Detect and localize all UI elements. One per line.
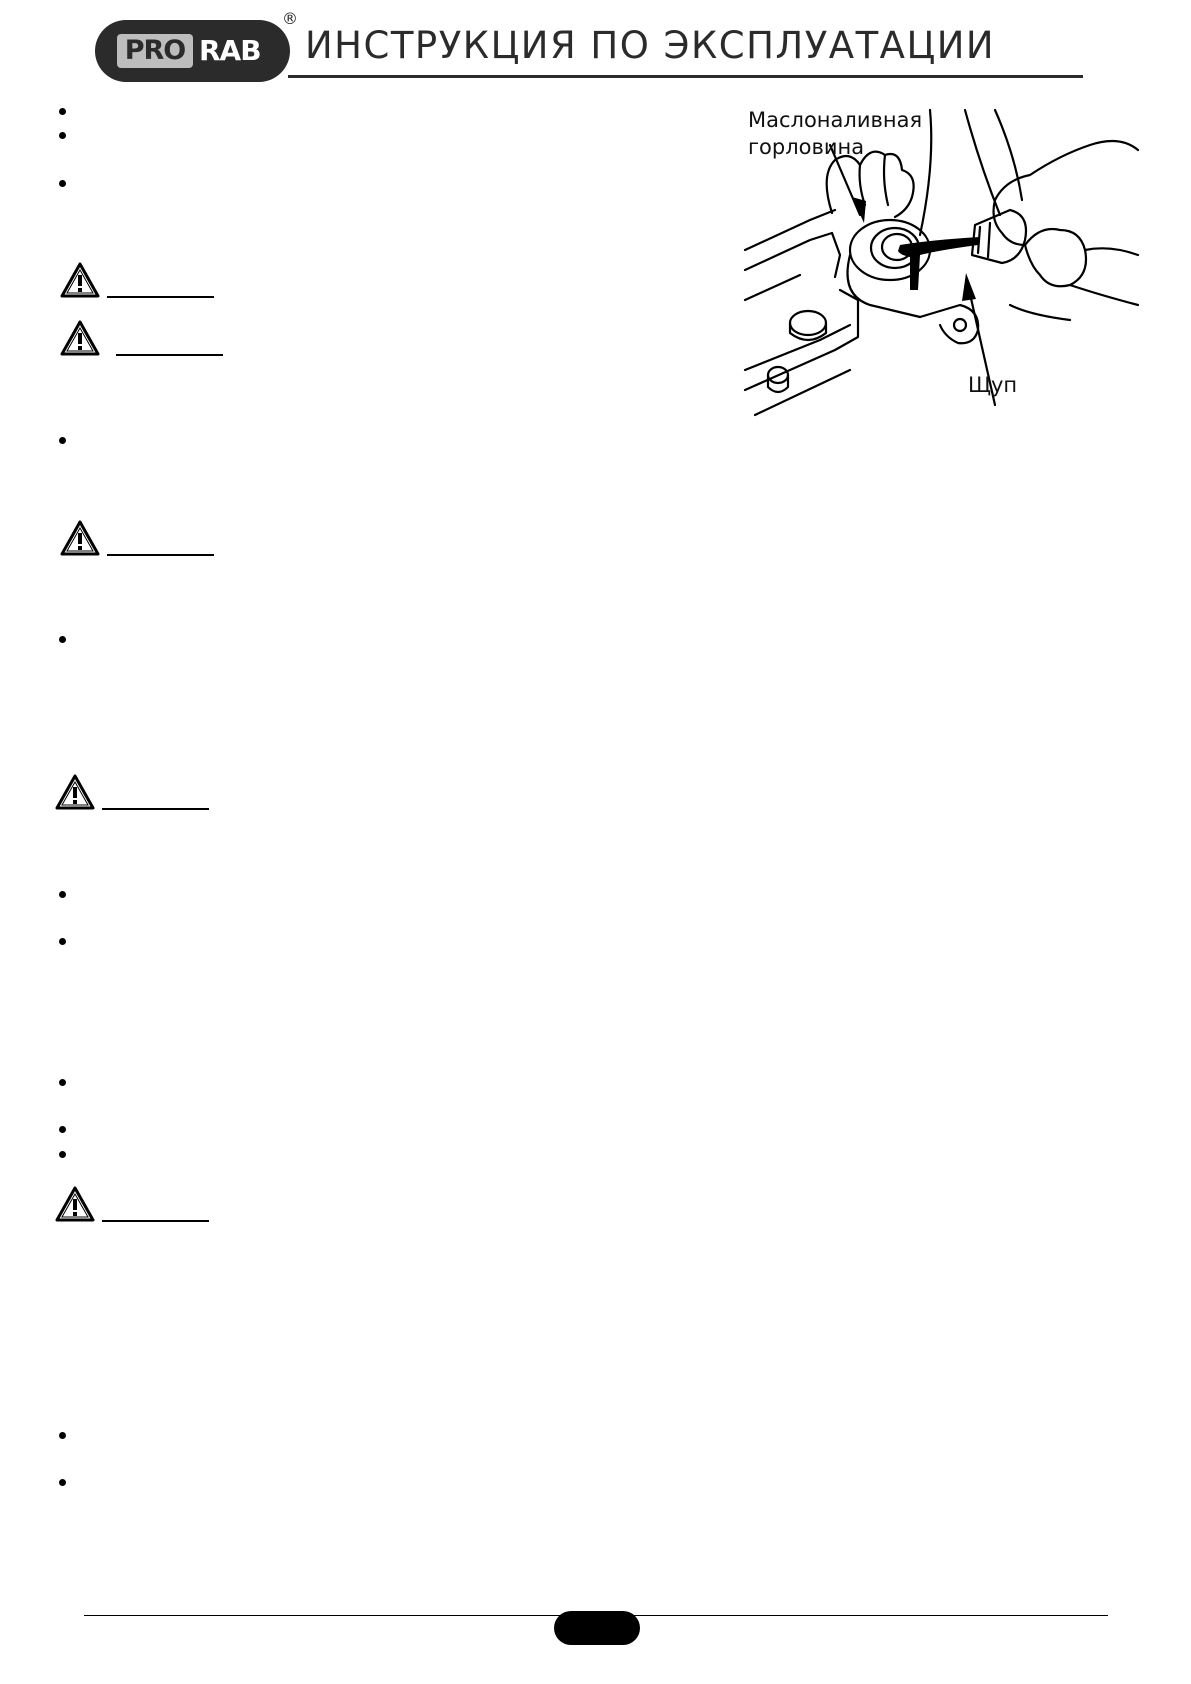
page-title: ИНСТРУКЦИЯ ПО ЭКСПЛУАТАЦИИ [305,24,996,67]
bullet-dot-icon [59,636,66,643]
bullet-dot-icon [59,1151,66,1158]
warning-underline [102,1220,209,1222]
header-rule [288,75,1083,78]
warning-underline [116,354,223,356]
warning-triangle-icon [55,1186,95,1222]
logo-rab-text: RAB [199,34,261,67]
warning-marker [55,774,215,814]
label-filler-neck-line1: Маслоналивная [748,108,923,132]
warning-triangle-icon [60,262,100,298]
bullet-dot-icon [59,1079,66,1086]
bullet-dot-icon [59,891,66,898]
warning-marker [60,262,220,302]
warning-triangle-icon [60,320,100,356]
page-number-badge [554,1611,640,1645]
brand-logo [95,20,290,82]
bullet-dot-icon [59,1432,66,1439]
warning-underline [102,808,209,810]
bullet-dot-icon [59,938,66,945]
warning-triangle-icon [55,774,95,810]
warning-marker [60,520,220,560]
warning-triangle-icon [60,520,100,556]
bullet-dot-icon [59,180,66,187]
bullet-dot-icon [59,1479,66,1486]
bullet-dot-icon [59,437,66,444]
logo-pro-text: PRO [117,34,193,68]
registered-mark: ® [282,9,298,28]
label-dipstick: Щуп [968,373,1018,397]
warning-underline [107,296,214,298]
label-filler-neck-line2: горловина [748,135,865,159]
bullet-dot-icon [59,132,66,139]
warning-marker [55,1186,215,1226]
warning-underline [107,554,214,556]
warning-marker [60,320,220,360]
bullet-dot-icon [59,1126,66,1133]
bullet-dot-icon [59,108,66,115]
